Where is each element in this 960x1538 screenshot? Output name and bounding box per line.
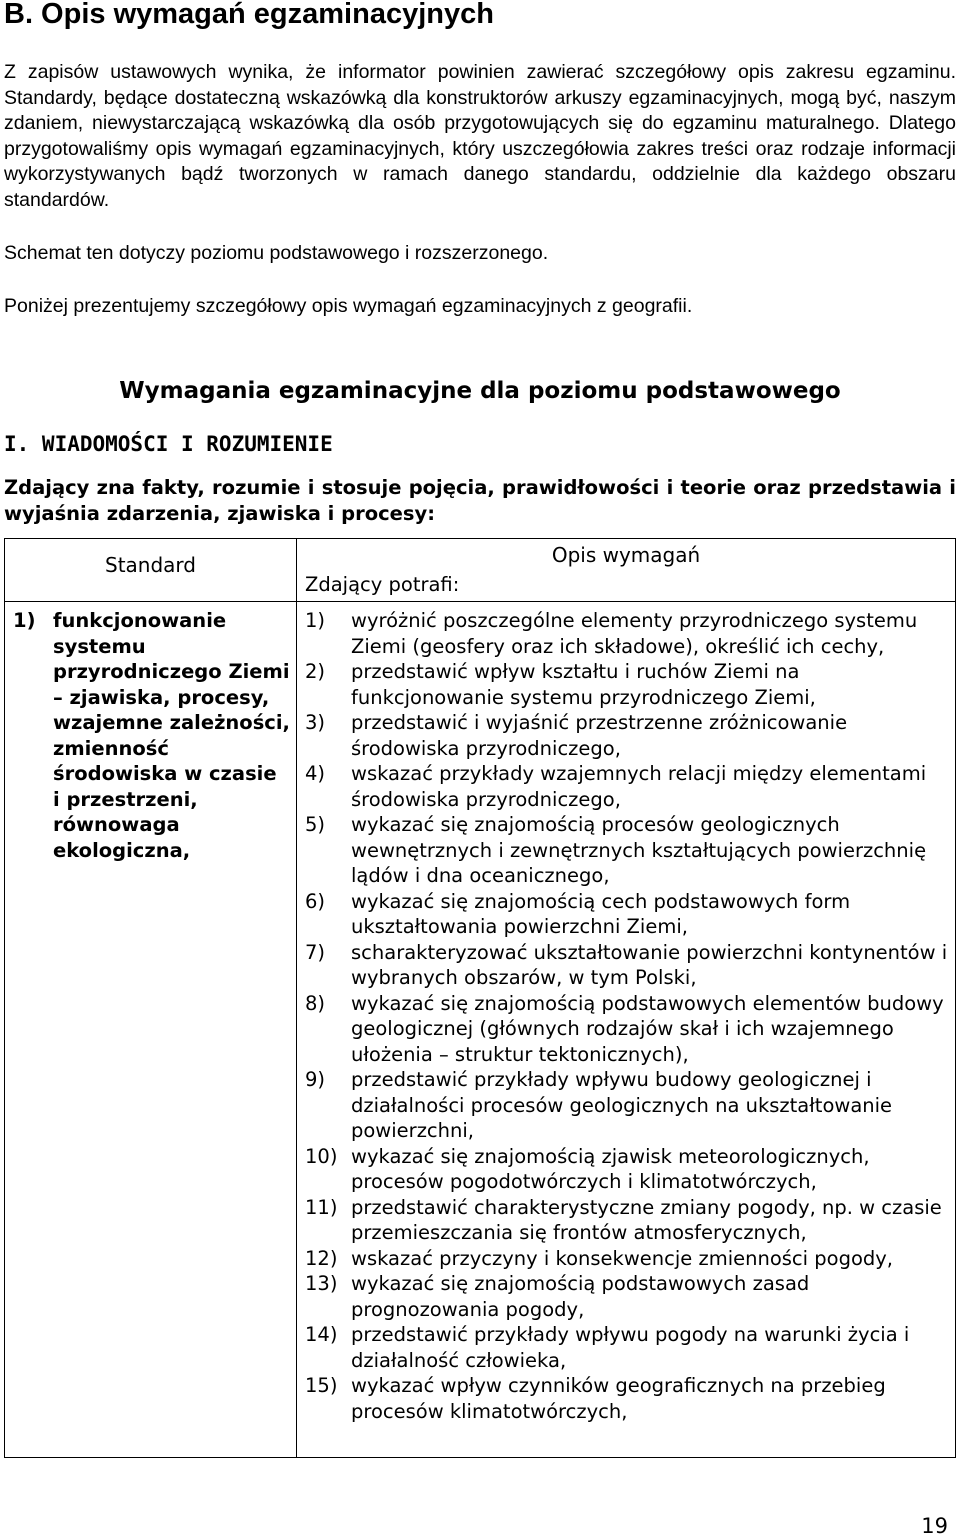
- requirements-table: [4, 538, 956, 1458]
- standard-text: funkcjonowanie systemu przyrodniczego Ziemi – zjawiska, procesy, wzajemne zależności, zmienność środowiska w czasie i przestrzeni, równowaga ekologiczna,: [53, 609, 290, 862]
- item-number: 6): [305, 889, 326, 913]
- list-item: [305, 761, 955, 812]
- item-number: 7): [305, 940, 326, 964]
- list-item: [305, 812, 955, 889]
- table-row: [5, 602, 956, 1458]
- item-text: przedstawić wpływ kształtu i ruchów Ziemi na funkcjonowanie systemu przyrodniczego Ziemi,: [351, 660, 816, 709]
- item-text: wykazać się znajomością zjawisk meteorologicznych, procesów pogodotwórczych i klimatotwórczych,: [351, 1144, 870, 1193]
- list-item: [305, 1322, 955, 1373]
- item-number: 10): [305, 1144, 338, 1168]
- list-item: [305, 991, 955, 1068]
- item-text: wykazać wpływ czynników geograficznych na przebieg procesów klimatotwórczych,: [351, 1374, 886, 1423]
- item-text: przedstawić przykłady wpływu budowy geologicznej i działalności procesów geologicznych na ukształtowanie powierzchni,: [351, 1068, 893, 1142]
- item-text: przedstawić przykłady wpływu pogody na warunki życia i działalność człowieka,: [351, 1323, 910, 1372]
- standard-column-header: Standard: [5, 539, 297, 602]
- standard-cell: [5, 602, 297, 1458]
- intro-paragraph: Z zapisów ustawowych wynika, że informator powinien zawierać szczegółowy opis zakresu egzaminu. Standardy, będące dostateczną wskazówką dla konstruktorów arkuszy egzaminacyjnych, mogą być, naszym zdaniem, niewystarczającą wskazówką dla osób przygotowujących się do egzaminu maturalnego. Dlatego przygotowaliśmy opis wymagań egzaminacyjnych, który uszczegółowia zakres treści oraz rodzaje informacji wykorzystywanych bądź tworzonych w ramach danego standardu, oddzielnie dla każdego obszaru standardów.: [4, 61, 956, 211]
- item-number: 4): [305, 762, 326, 785]
- item-text: przedstawić i wyjaśnić przestrzenne zróżnicowanie środowiska przyrodniczego,: [351, 711, 848, 760]
- list-item: [305, 1195, 955, 1246]
- item-number: 15): [305, 1374, 338, 1397]
- list-item: [305, 1067, 955, 1144]
- item-text: wskazać przykłady wzajemnych relacji między elementami środowiska przyrodniczego,: [351, 762, 927, 811]
- item-text: wykazać się znajomością procesów geologicznych wewnętrznych i zewnętrznych kształtujących powierzchnię lądów i dna oceanicznego,: [351, 813, 927, 887]
- lead-paragraph: Zdający zna fakty, rozumie i stosuje pojęcia, prawidłowości i teorie oraz przedstawia i wyjaśnia zdarzenia, zjawiska i procesy:: [4, 476, 956, 525]
- item-number: 12): [305, 1246, 338, 1270]
- item-number: 8): [305, 991, 326, 1015]
- section-title: Wymagania egzaminacyjne dla poziomu podstawowego: [119, 378, 841, 404]
- standard-number: 1): [13, 609, 36, 632]
- item-text: wykazać się znajomością cech podstawowych form ukształtowania powierzchni Ziemi,: [351, 889, 851, 938]
- list-item: [305, 1271, 955, 1322]
- page-number: 19: [921, 1514, 948, 1538]
- list-item: [305, 889, 955, 940]
- item-text: wyróżnić poszczególne elementy przyrodniczego systemu Ziemi (geosfery oraz ich składowe), określić ich cechy,: [351, 609, 918, 658]
- item-number: 1): [305, 609, 326, 632]
- item-text: przedstawić charakterystyczne zmiany pogody, np. w czasie przemieszczania się frontów atmosferycznych,: [351, 1195, 942, 1244]
- list-item: [305, 710, 955, 761]
- item-number: 13): [305, 1272, 338, 1295]
- item-number: 5): [305, 813, 326, 836]
- requirements-list: [297, 602, 955, 1424]
- schema-note: Schemat ten dotyczy poziomu podstawowego i rozszerzonego.: [4, 242, 549, 264]
- opis-header-label: Opis wymagań: [551, 543, 701, 567]
- list-item: [305, 1144, 955, 1195]
- item-text: wskazać przyczyny i konsekwencje zmienności pogody,: [351, 1246, 893, 1270]
- zdajacy-label: Zdający potrafi:: [305, 573, 460, 596]
- geography-note: Poniżej prezentujemy szczegółowy opis wymagań egzaminacyjnych z geografii.: [4, 295, 693, 317]
- item-text: wykazać się znajomością podstawowych zasad prognozowania pogody,: [351, 1272, 810, 1321]
- item-text: scharakteryzować ukształtowanie powierzchni kontynentów i wybranych obszarów, w tym Polski,: [351, 940, 948, 989]
- item-number: 3): [305, 711, 326, 734]
- list-item: [305, 608, 955, 659]
- table-header-row: [5, 539, 956, 602]
- page-heading: B. Opis wymagań egzaminacyjnych: [4, 0, 494, 30]
- list-item: [305, 659, 955, 710]
- opis-cell: [297, 602, 956, 1458]
- list-item: [305, 940, 955, 991]
- subsection-title: I. WIADOMOŚCI I ROZUMIENIE: [4, 432, 333, 456]
- list-item: [305, 1373, 955, 1424]
- item-number: 2): [305, 660, 326, 683]
- item-number: 14): [305, 1323, 338, 1346]
- list-item: [305, 1246, 955, 1272]
- item-number: 9): [305, 1068, 326, 1091]
- opis-column-header: [297, 539, 956, 602]
- item-text: wykazać się znajomością podstawowych elementów budowy geologicznej (głównych rodzajów skał i ich wzajemnego ułożenia – struktur tektonicznych),: [351, 991, 944, 1066]
- item-number: 11): [305, 1195, 338, 1219]
